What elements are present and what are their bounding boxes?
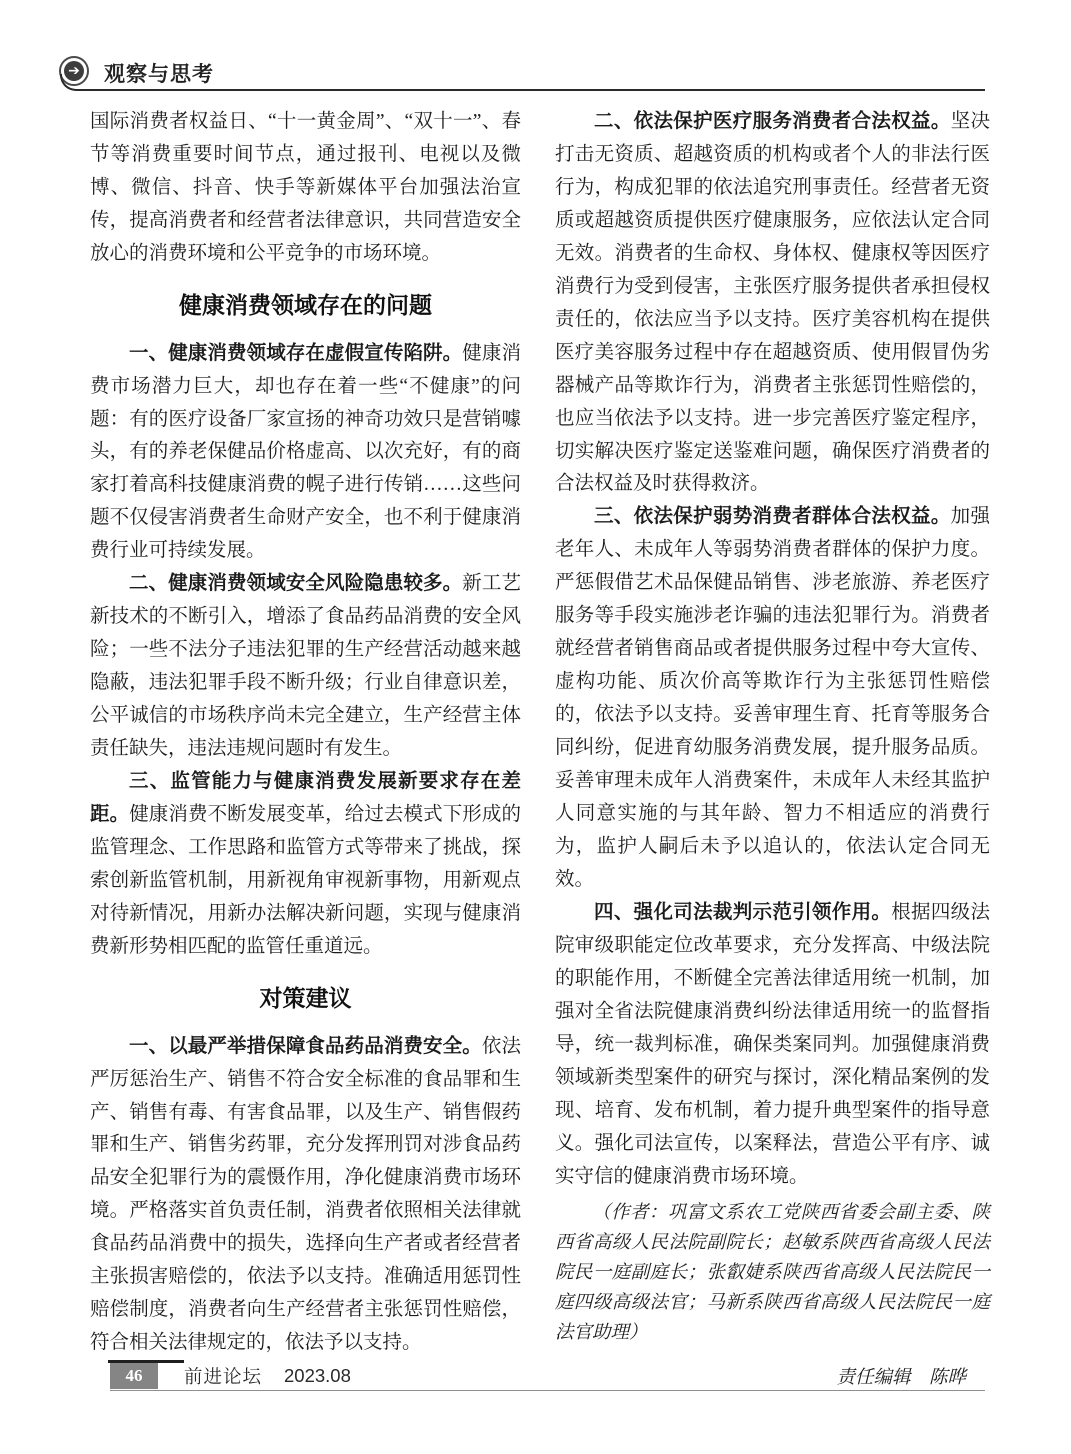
page-number-box xyxy=(110,1363,158,1389)
author-note: （作者：巩富文系农工党陕西省委会副主委、陕西省高级人民法院副院长；赵敏系陕西省高级人民法院民一庭副庭长；张叡婕系陕西省高级人民法院民一庭四级高级法官；马新系陕西省高级人民法院民一庭法官助理） xyxy=(555,1203,990,1344)
right-column-paragraphs xyxy=(555,106,990,1193)
paragraph-lead: 三、依法保护弱势消费者群体合法权益。 xyxy=(594,506,951,528)
paragraph-text: 坚决打击无资质、超越资质的机构或者个人的非法行医行为，构成犯罪的依法追究刑事责任。经营者无资质或超越资质提供医疗健康服务，应依法认定合同无效。消费者的生命权、身体权、健康权等因医疗消费行为受到侵害，主张医疗服务提供者承担侵权责任的，依法应当予以支持。医疗美容机构在提供医疗美容服务过程中存在超越资质、使用假冒伪劣器械产品等欺诈行为，消费者主张惩罚性赔偿的，也应当依法予以支持。进一步完善医疗鉴定程序，切实解决医疗鉴定送鉴难问题，确保医疗消费者的合法权益及时获得救济。 xyxy=(555,111,990,495)
editor-line: 责任编辑 陈晔 xyxy=(836,1368,966,1389)
paragraph xyxy=(90,568,521,766)
header-rule xyxy=(60,74,985,91)
arrow-glyph: ➔ xyxy=(64,61,84,81)
column-header-title: 观察与思考 xyxy=(104,63,214,86)
paragraph xyxy=(90,766,521,964)
paragraph-lead: 三、监管能力与健康消费发展新要求存在差距。 xyxy=(90,771,521,825)
page-footer xyxy=(110,1362,985,1391)
paragraph-lead: 一、健康消费领域存在虚假宣传陷阱。 xyxy=(129,342,463,364)
paragraph-lead: 四、强化司法裁判示范引领作用。 xyxy=(594,901,892,923)
paragraph-lead: 二、健康消费领域安全风险隐患较多。 xyxy=(129,573,463,595)
left-column xyxy=(90,106,521,1395)
paragraph-text: 依法严厉惩治生产、销售不符合安全标准的食品罪和生产、销售有毒、有害食品罪，以及生产、销售假药罪和生产、销售劣药罪，充分发挥刑罚对涉食品药品安全犯罪行为的震慑作用，净化健康消费市场环境。严格落实首负责任制，消费者依照相关法律就食品药品消费中的损失，选择向生产者或者经营者主张损害赔偿的，依法予以支持。准确适用惩罚性赔偿制度，消费者向生产经营者主张惩罚性赔偿，符合相关法律规定的，依法予以支持。 xyxy=(90,1035,521,1354)
paragraph xyxy=(90,1031,521,1361)
paragraph-text: 根据四级法院审级职能定位改革要求，充分发挥高、中级法院的职能作用，不断健全完善法律适用统一机制，加强对全省法院健康消费纠纷法律适用统一的监督指导，统一裁判标准，确保类案同判。加强健康消费领域新类型案件的研究与探讨，深化精品案例的发现、培育、发布机制，着力提升典型案件的指导意义。强化司法宣传，以案释法，营造公平有序、诚实守信的健康消费市场环境。 xyxy=(555,901,990,1187)
paragraph-lead: 一、以最严举措保障食品药品消费安全。 xyxy=(129,1035,482,1057)
paragraph xyxy=(555,897,990,1194)
paragraph xyxy=(555,106,990,501)
section-heading-problems: 健康消费领域存在的问题 xyxy=(179,292,432,318)
paragraph xyxy=(555,501,990,896)
article-body xyxy=(90,106,990,1395)
page-header xyxy=(0,56,1071,96)
paragraph xyxy=(90,338,521,569)
journal-name: 前进论坛 xyxy=(184,1366,263,1387)
right-column xyxy=(555,106,990,1395)
paragraph-text: 加强老年人、未成年人等弱势消费者群体的保护力度。严惩假借艺术品保健品销售、涉老旅游、养老医疗服务等手段实施涉老诈骗的违法犯罪行为。消费者就经营者销售商品或者提供服务过程中夸大宣传、虚构功能、质次价高等欺诈行为主张惩罚性赔偿的，依法予以支持。妥善审理生育、托育等服务合同纠纷，促进育幼服务消费发展，提升服务品质。妥善审理未成年人消费案件，未成年人未经其监护人同意实施的与其年龄、智力不相适应的消费行为，监护人嗣后未予以追认的，依法认定合同无效。 xyxy=(555,506,990,890)
paragraph-text: 健康消费不断发展变革，给过去模式下形成的监管理念、工作思路和监管方式等带来了挑战，探索创新监管机制，用新视角审视新事物，用新观点对待新情况，用新办法解决新问题，实现与健康消费新形势相匹配的监管任重道远。 xyxy=(90,803,521,957)
intro-paragraph: 国际消费者权益日、“十一黄金周”、“双十一”、春节等消费重要时间节点，通过报刊、电视以及微博、微信、抖音、快手等新媒体平台加强法治宣传，提高消费者和经营者法律意识，共同营造安全放心的消费环境和公平竞争的市场环境。 xyxy=(90,111,521,264)
problems-paragraphs xyxy=(90,338,521,964)
paragraph-lead: 二、依法保护医疗服务消费者合法权益。 xyxy=(594,111,951,132)
section-heading-suggestions: 对策建议 xyxy=(259,985,352,1011)
issue-number: 2023.08 xyxy=(284,1365,351,1386)
paragraph-text: 新工艺新技术的不断引入，增添了食品药品消费的安全风险；一些不法分子违法犯罪的生产经营活动越来越隐蔽，违法犯罪手段不断升级；行业自律意识差，公平诚信的市场秩序尚未完全建立，生产经营主体责任缺失，违法违规问题时有发生。 xyxy=(90,573,521,760)
page-number: 46 xyxy=(110,1363,158,1389)
paragraph-text: 健康消费市场潜力巨大，却也存在着一些“不健康”的问题：有的医疗设备厂家宣扬的神奇功效只是营销噱头，有的养老保健品价格虚高、以次充好，有的商家打着高科技健康消费的幌子进行传销……这些问题不仅侵害消费者生命财产安全，也不利于健康消费行业可持续发展。 xyxy=(90,342,521,562)
suggestions-paragraphs xyxy=(90,1031,521,1361)
